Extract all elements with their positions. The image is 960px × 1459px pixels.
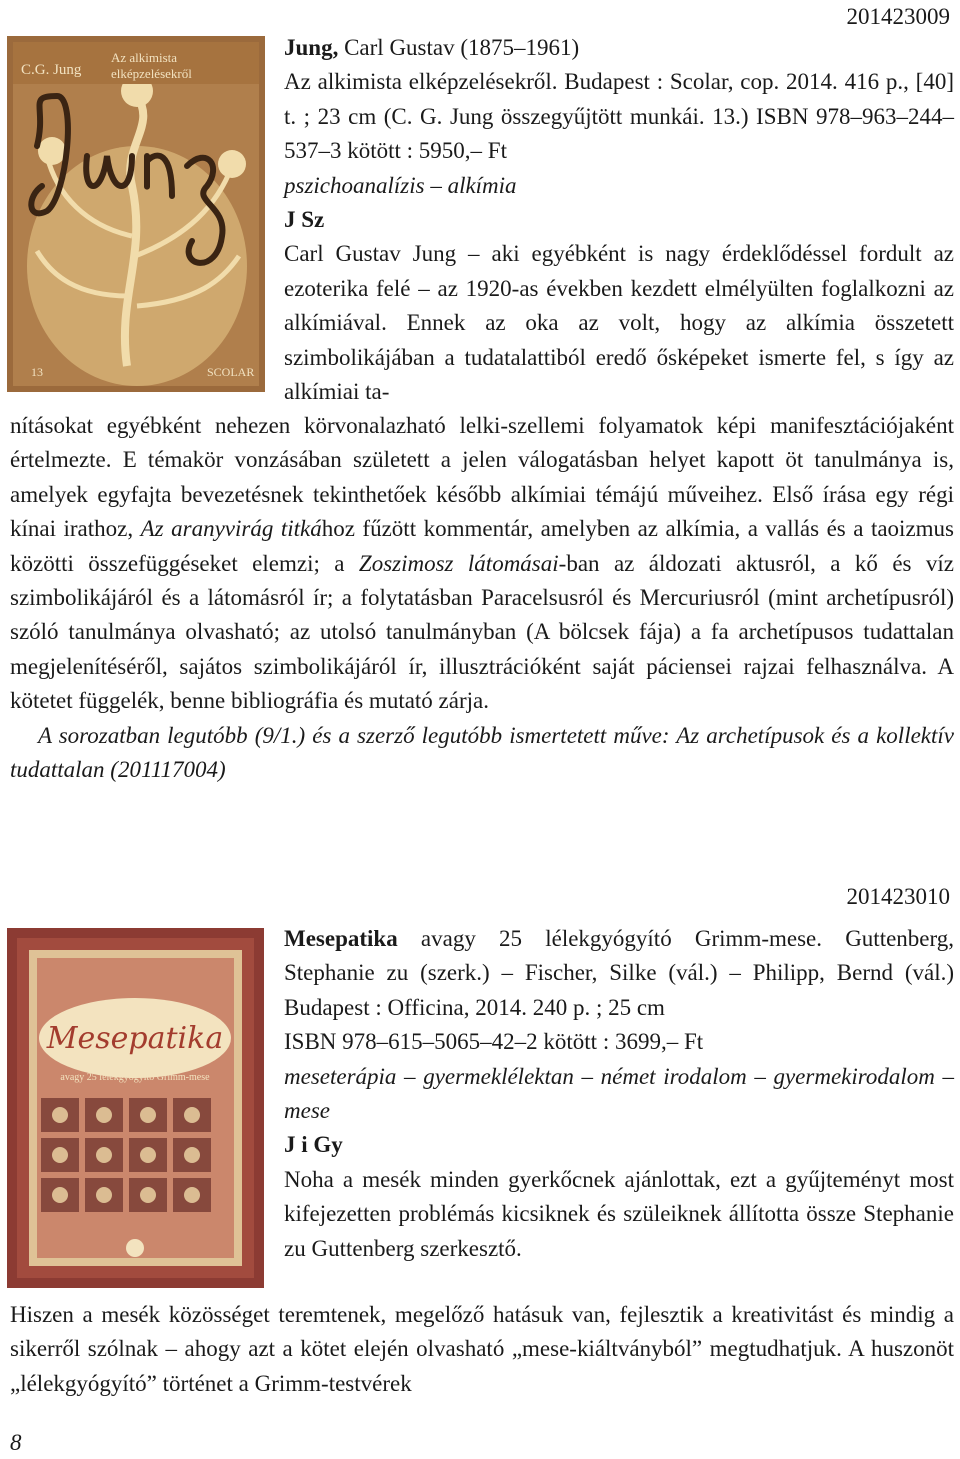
classification-code: J Sz [284,207,325,233]
entry2-header-block [284,922,954,1266]
abstract-text: Carl Gustav Jung – aki egyébként is nagy érdeklődéssel fordult az ezoterika felé – az 1920-as években kezdett elmélyülten foglalkozni az alkímiával. Ennek az oka az volt, hogy az alkímia összetett szimbolikájában a tudatalattiból eredő ősképeket ismerte fel, s így az alkímiai ta- [284,241,954,405]
book-cover-jung-icon [7,36,265,392]
series-note: A sorozatban legutóbb (9/1.) és a szerző legutóbb ismertetett műve: Az archetípusok és a kollektív tudattalan (201117004) [10,722,954,783]
book-title: Mesepatika [284,926,398,951]
cover-author-text: C.G. Jung [21,62,82,78]
bibliographic-description [284,922,954,1025]
entry1-header-block [284,31,954,409]
subject-headings: meseterápia – gyermeklélektan – német irodalom – gyermekirodalom – mese [284,1063,954,1124]
work-title: Az aranyvirág titká [140,516,322,542]
cover-title-text: Az alkimista [111,50,178,65]
isbn-line: ISBN 978–615–5065–42–2 kötött : 3699,– Ft [284,1029,704,1055]
cover-publisher-text: SCOLAR [207,365,255,379]
cover-title-text: Mesepatika [46,1021,224,1056]
entry2-abstract-continued [10,1298,954,1401]
cover-subtitle-text: avagy 25 lélekgyógyító Grimm-mese [60,1072,210,1083]
entry-id: 201423010 [846,884,950,909]
title-statement: avagy 25 lélekgyógyító Grimm-mese. Guttenberg, Stephanie zu (szerk.) – Fischer, Silke (vál.) – Philipp, Bernd (vál.) Budapest : Officina, 2014. 240 p. ; 25 cm [284,926,954,1020]
page-number: 8 [10,1430,22,1455]
cover-volume-text: 13 [31,365,43,379]
book-cover-image [7,36,265,392]
work-title: Zoszimosz látomásai [358,550,559,576]
svg-text:elképzelésekről: elképzelésekről [111,66,192,81]
book-cover-mesepatika-icon [7,928,264,1288]
abstract-text: Noha a mesék minden gyerkőcnek ajánlottak, ezt a gyűjteményt most kifejezetten problémás kicsiknek és szüleiknek állította össze Stephanie zu Guttenberg szerkesztő. [284,1166,954,1261]
author-dates: Carl Gustav (1875–1961) [338,35,580,60]
subject-headings: pszichoanalízis – alkímia [284,172,517,198]
classification-code: J i Gy [284,1132,343,1158]
title-statement: Az alkimista elképzelésekről. Budapest : Scolar, cop. 2014. 416 p., [40] t. ; 23 cm (C. G. Jung összegyűjtött munkái. 13.) ISBN 978–963–244–537–3 kötött : 5950,– Ft [284,69,954,164]
entry-id: 201423009 [846,4,950,29]
author-name: Jung, [284,35,339,60]
abstract-continued: Hiszen a mesék közösséget teremtenek, megelőző hatásuk van, fejlesztik a kreativitást és mindig a sikerről szólnak – ahogy azt a kötet elején olvasható „mese-kiáltványból” megtudhatjuk. A huszonöt „lélekgyógyító” történet a Grimm-testvérek [10,1302,954,1396]
bibliographic-description [284,31,954,169]
entry1-abstract-continued [10,409,954,787]
book-cover-image [7,928,264,1288]
abstract-continued: nításokat egyébként nehezen körvonalazható lelki-szellemi folyamatok képi manifesztációjaként értelmezte. E témakör vonzásában született a jelen válogatásban helyet kapott öt tanulmánya is, amelyek egyfajta bevezetésnek tekinthetőek később alkímiai témájú műveihez. Első írása egy régi kínai irathoz, Az aranyvirág titkához fűzött kommentár, amelyben az alkímia, a vallás és a taoizmus közötti összefüggéseket elemzi; a Zoszimosz látomásai-ban az áldozati aktusról, a kő és víz szimbolikájáról és a látomásról ír; a folytatásban Paracelsusról és Mercuriusról (mint archetípusról) szóló tanulmánya olvasható; az utolsó tanulmányban (A bölcsek fája) a fa archetípusos tudattalan megjelenítéséről, sajátos szimbolikájáról ír, illusztrációként saját páciensei rajzai felhasználva. A kötetet függelék, benne bibliográfia és mutató zárja. [10,413,954,714]
